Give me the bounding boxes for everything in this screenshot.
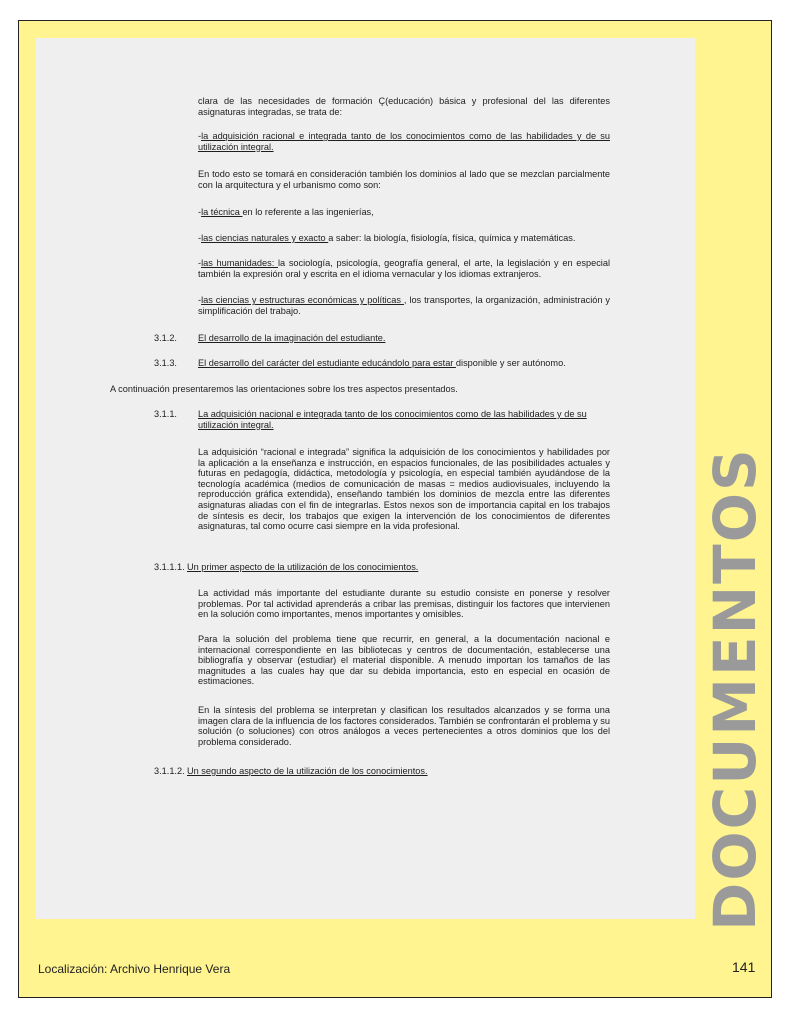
section-number-3-1-1-1: 3.1.1.1. <box>154 562 185 572</box>
section-title-3-1-2: El desarrollo de la imaginación del estudiante. <box>198 333 386 343</box>
domains-paragraph: En todo esto se tomará en consideración también los dominios al lado que se mezclan parcialmente con la arquitectura y el urbanismo como son: <box>198 169 610 190</box>
section-title-3-1-3-text: disponible y ser autónomo. <box>455 358 566 368</box>
page-number: 141 <box>732 959 756 975</box>
humanities-dash: - <box>198 258 202 268</box>
acquisition-underlined: la adquisición racional e integrada tanto de los conocimientos como de las habilidades y de su utilización integral. <box>198 131 610 152</box>
sciences-dash: - <box>198 233 202 243</box>
section-title-3-1-1-2: Un segundo aspecto de la utilización de los conocimientos. <box>187 766 428 776</box>
sciences-text: a saber: la biología, fisiología, física, química y matemáticas. <box>328 233 576 243</box>
section-number-3-1-3: 3.1.3. <box>154 358 177 368</box>
humanities-text: la sociología, psicología, geografía general, el arte, la legislación y en especial también la expresión oral y escrita en el idioma vernacular y los idiomas extranjeros. <box>198 258 610 279</box>
section-side-title: DOCUMENTOS <box>701 447 769 931</box>
sciences-underlined: las ciencias naturales y exacto <box>201 233 329 243</box>
intro-paragraph: clara de las necesidades de formación Ç(educación) básica y profesional del las diferentes asignaturas integradas, se trata de: <box>198 96 610 117</box>
solution-paragraph: Para la solución del problema tiene que recurrir, en general, a la documentación nacional e internacional correspondiente en las bibliotecas y centros de documentación, establecerse una bibliografía y observar (estudiar) el material disponible. A menudo importan los tamaños de las magnitudes a las cuales hay que dar su debida importancia, esto en especial en ocasión de estimaciones. <box>198 634 610 687</box>
section-number-3-1-1: 3.1.1. <box>154 409 177 419</box>
humanities-underlined: las humanidades: <box>201 258 278 268</box>
synthesis-paragraph: En la síntesis del problema se interpretan y clasifican los resultados alcanzados y se forma una imagen clara de la influencia de los factores considerados. También se confrontarán el problema y su solución (o soluciones) con otros análogos a veces pertenecientes a otros dominios que los del problema considerado. <box>198 705 610 747</box>
acquisition-definition-paragraph: La adquisición “racional e integrada” significa la adquisición de los conocimientos y habilidades por la aplicación a la enseñanza e instrucción, en espacios funcionales, de las posibilidades actuales y futuras en pedagogía, didáctica, metodología y psicología, en especial también ayudándose de la tecnología académica (medios de comunicación de masas = medios audiovisuales, incluyendo la reproducción gráfica extendida), enseñando también los dominios de mezcla entre las diferentes asignaturas aliadas con el fin de integrarlas. Estos nexos son de importancia capital en los trabajos de síntesis es decir, los trabajos que exigen la intervención de los conocimientos de diferentes asignaturas, tal como ocurre casi siempre en la vida profesional. <box>198 447 610 532</box>
acquisition-item <box>198 131 610 152</box>
section-title-3-1-1-1: Un primer aspecto de la utilización de los conocimientos. <box>187 562 419 572</box>
footer-source: Localización: Archivo Henrique Vera <box>38 962 231 976</box>
technique-text: en lo referente a las ingenierías, <box>242 207 374 217</box>
acquisition-dash: - <box>198 131 202 141</box>
technique-dash: - <box>198 207 202 217</box>
section-number-3-1-1-2: 3.1.1.2. <box>154 766 185 776</box>
activity-paragraph: La actividad más importante del estudiante durante su estudio consiste en ponerse y resolver problemas. Por tal actividad aprenderás a cribar las premisas, distinguir los factores que intervienen en la solución como importantes, menos importantes y omisibles. <box>198 588 610 620</box>
humanities-item <box>198 258 610 279</box>
technique-item <box>198 207 610 218</box>
technique-underlined: la técnica <box>201 207 243 217</box>
economics-dash: - <box>198 295 202 305</box>
section-title-3-1-3 <box>198 358 610 369</box>
economics-text: , los transportes, la organización, administración y simplificación del trabajo. <box>198 295 610 316</box>
economics-underlined: las ciencias y estructuras económicas y políticas <box>201 295 404 305</box>
sciences-item <box>198 233 610 244</box>
section-title-3-1-1: La adquisición nacional e integrada tanto de los conocimientos como de las habilidades y de su utilización integral. <box>198 409 587 430</box>
section-title-3-1-3-underlined: El desarrollo del carácter del estudiante educándolo para estar <box>198 358 456 368</box>
economics-item <box>198 295 610 316</box>
continuation-paragraph: A continuación presentaremos las orientaciones sobre los tres aspectos presentados. <box>110 384 458 394</box>
section-number-3-1-2: 3.1.2. <box>154 333 177 343</box>
